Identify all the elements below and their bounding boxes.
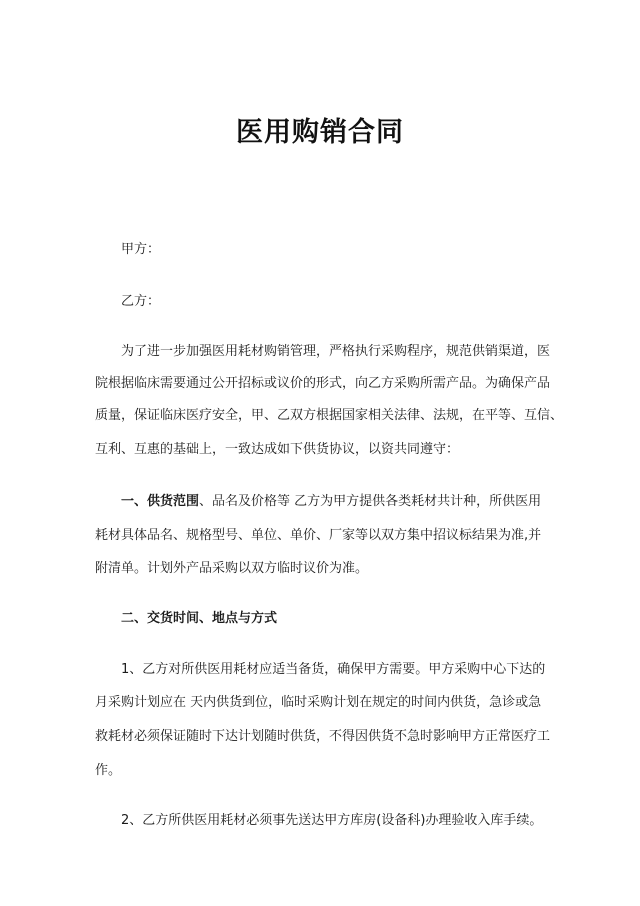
section1-line1-text: 、品名及价格等 乙方为甲方提供各类耗材共计种，所供医用 — [199, 494, 542, 509]
section2-item1-line-2: 月采购计划应在 天内供货到位，临时采购计划在规定的时间内供货，急诊或急 — [95, 695, 542, 710]
intro-line-1: 为了进一步加强医用耗材购销管理，严格执行采购程序，规范供销渠道，医 — [121, 344, 551, 359]
party-b-label: 乙方： — [121, 294, 161, 309]
intro-line-4: 互利、互惠的基础上，一致达成如下供货协议，以资共同遵守： — [95, 442, 460, 457]
section1-line-2: 耗材具体品名、规格型号、单位、单价、厂家等以双方集中招议标结果为准,并 — [95, 528, 542, 543]
section1-first-line — [121, 490, 541, 509]
document-title: 医用购销合同 — [236, 117, 404, 148]
section2-item1-line-1: 1、乙方对所供医用耗材应适当备货，确保甲方需要。甲方采购中心下达的 — [121, 662, 546, 677]
section2-heading: 二、交货时间、地点与方式 — [121, 611, 278, 626]
section2-item2: 2、乙方所供医用耗材必须事先送达甲方库房(设备科)办理验收入库手续。 — [121, 813, 543, 828]
section2-item1-line-3: 救耗材必须保证随时下达计划随时供货，不得因供货不急时影响甲方正常医疗工 — [95, 729, 551, 744]
party-a-label: 甲方： — [121, 242, 161, 257]
intro-line-2: 院根据临床需要通过公开招标或议价的形式，向乙方采购所需产品。为确保产品 — [95, 376, 551, 391]
section1-heading: 一、供货范围 — [121, 494, 200, 509]
section2-item1-line-4: 作。 — [95, 763, 122, 778]
section1-line-3: 附清单。计划外产品采购以双方临时议价为准。 — [95, 561, 369, 576]
intro-line-3: 质量，保证临床医疗安全，甲、乙双方根据国家相关法律、法规，在平等、互信、 — [95, 408, 564, 423]
